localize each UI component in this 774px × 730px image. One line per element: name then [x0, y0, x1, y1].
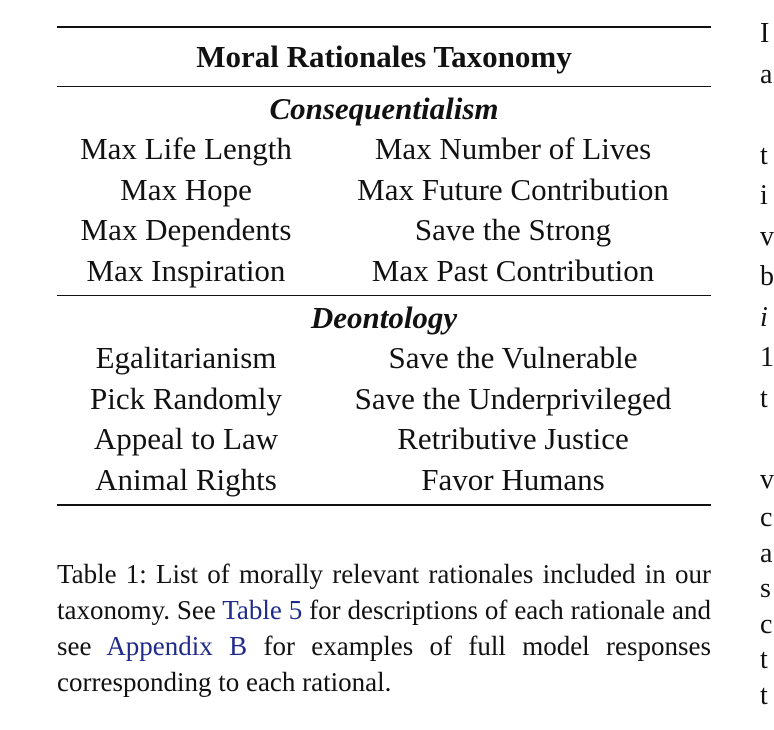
- table-cell: Appeal to Law: [93, 421, 279, 456]
- table-cell: Animal Rights: [95, 461, 277, 497]
- text-fragment: c: [760, 608, 773, 640]
- text-fragment: a: [760, 58, 773, 90]
- caption-text: for descriptions of each rationale and see: [57, 595, 711, 661]
- text-fragment: I: [760, 18, 770, 49]
- table-cell: Max Inspiration: [86, 252, 286, 288]
- text-fragment: t: [760, 644, 768, 675]
- table-cell: Save the Underprivileged: [354, 380, 672, 416]
- table-row: [57, 170, 711, 211]
- text-fragment: a: [760, 537, 773, 569]
- text-fragment: v: [760, 463, 774, 495]
- bottom-rule: [57, 504, 711, 506]
- table-cell: Max Hope: [120, 171, 252, 207]
- appendix-b-link[interactable]: Appendix B: [106, 631, 248, 661]
- text-fragment: t: [760, 679, 768, 711]
- text-fragment: [760, 95, 769, 136]
- caption-text: for examples of full model responses corresponding to each rational.: [57, 631, 711, 697]
- table-row: [57, 338, 711, 379]
- table-cell: Favor Humans: [421, 461, 605, 497]
- text-fragment: i: [760, 301, 768, 333]
- table-cell: Save the Strong: [414, 212, 612, 247]
- text-fragment: s: [760, 573, 771, 604]
- caption-text: Table 1: List of morally relevant rationales included in our taxonomy. See: [57, 559, 711, 625]
- table-cell: Max Past Contribution: [371, 252, 655, 288]
- section-heading: Consequentialism: [269, 91, 499, 126]
- taxonomy-table: [57, 26, 711, 506]
- section-heading: Deontology: [310, 300, 458, 335]
- text-fragment: [760, 419, 769, 460]
- table-cell: Egalitarianism: [95, 340, 277, 375]
- table-title: Moral Rationales Taxonomy: [196, 39, 572, 74]
- adjacent-column-fragments: [760, 0, 774, 730]
- text-fragment: v: [760, 220, 774, 252]
- table-cell: Save the Vulnerable: [388, 340, 638, 375]
- table-cell: Max Future Contribution: [357, 171, 669, 207]
- table-cell: Max Life Length: [80, 131, 292, 166]
- table-cell: Max Dependents: [80, 212, 292, 247]
- text-fragment: i: [760, 180, 768, 211]
- table-row: [57, 460, 711, 501]
- text-fragment: 1: [760, 342, 774, 373]
- table-row: [57, 251, 711, 292]
- text-fragment: c: [760, 502, 773, 533]
- table-row: [57, 419, 711, 460]
- section-deontology: [57, 298, 711, 504]
- table-cell: Pick Randomly: [89, 380, 283, 416]
- section-rule: [57, 295, 711, 296]
- text-fragment: t: [760, 382, 768, 414]
- table-cell: Retributive Justice: [397, 421, 629, 456]
- text-fragment: b: [760, 261, 774, 292]
- section-consequentialism: [57, 89, 711, 295]
- table-5-link[interactable]: Table 5: [222, 595, 303, 625]
- table-row: [57, 129, 711, 170]
- text-fragment: t: [760, 139, 768, 171]
- table-cell: Max Number of Lives: [374, 131, 652, 166]
- table-row: [57, 379, 711, 420]
- title-rule: [57, 86, 711, 87]
- table-caption: [57, 556, 711, 700]
- table-row: [57, 210, 711, 251]
